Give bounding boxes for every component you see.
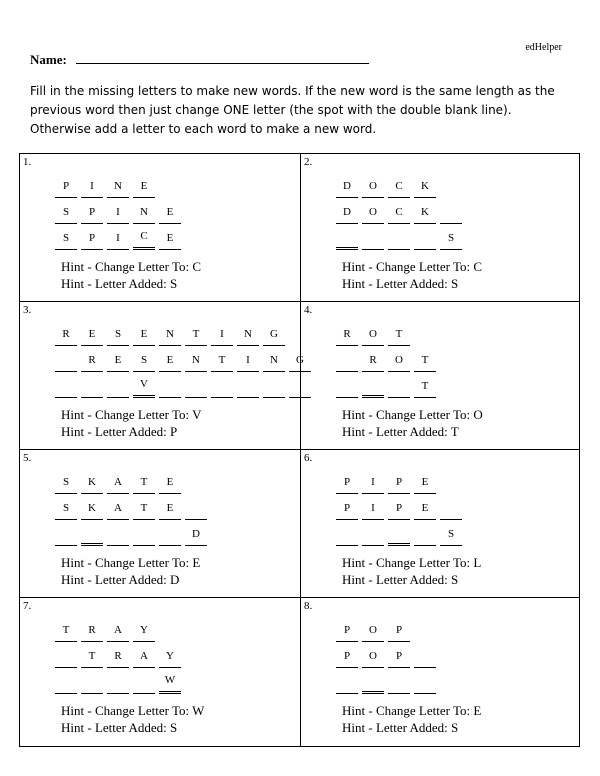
word-row bbox=[55, 172, 185, 198]
letter-blank[interactable] bbox=[336, 525, 358, 546]
letter-blank: T bbox=[414, 351, 436, 372]
letter-blank-double: C bbox=[133, 227, 155, 250]
letter-blank: I bbox=[81, 177, 103, 198]
letter-blank: E bbox=[159, 473, 181, 494]
hints bbox=[342, 554, 481, 588]
word-row bbox=[336, 468, 466, 494]
letter-blank-double: W bbox=[159, 671, 181, 694]
letter-blank: G bbox=[263, 325, 285, 346]
letter-blank[interactable] bbox=[133, 525, 155, 546]
letter-blank: S bbox=[55, 229, 77, 250]
hint-letter-added: Hint - Letter Added: S bbox=[61, 276, 178, 291]
letter-blank: I bbox=[362, 473, 384, 494]
letter-blank: S bbox=[440, 525, 462, 546]
hint-change-letter: Hint - Change Letter To: L bbox=[342, 555, 482, 570]
name-input-line[interactable] bbox=[76, 63, 369, 64]
letter-blank: I bbox=[362, 499, 384, 520]
letter-blank[interactable] bbox=[414, 673, 436, 694]
letter-blank: N bbox=[159, 325, 181, 346]
problem-cell bbox=[301, 450, 579, 598]
letter-blank-double[interactable] bbox=[81, 523, 103, 546]
word-rows bbox=[55, 172, 185, 250]
problem-number: 7. bbox=[23, 600, 32, 612]
hint-letter-added: Hint - Letter Added: S bbox=[61, 720, 178, 735]
word-row bbox=[55, 494, 211, 520]
letter-blank: D bbox=[336, 203, 358, 224]
letter-blank[interactable] bbox=[159, 525, 181, 546]
word-row bbox=[336, 616, 440, 642]
hints bbox=[342, 702, 481, 736]
letter-blank: I bbox=[107, 203, 129, 224]
letter-blank[interactable] bbox=[81, 673, 103, 694]
letter-blank: S bbox=[55, 203, 77, 224]
letter-blank: E bbox=[107, 351, 129, 372]
letter-blank: E bbox=[159, 499, 181, 520]
word-row bbox=[336, 320, 440, 346]
problem-cell bbox=[20, 154, 301, 302]
letter-blank: P bbox=[336, 499, 358, 520]
letter-blank: K bbox=[414, 177, 436, 198]
letter-blank[interactable] bbox=[107, 377, 129, 398]
letter-blank: T bbox=[55, 621, 77, 642]
word-row bbox=[55, 468, 211, 494]
letter-blank: O bbox=[362, 647, 384, 668]
letter-blank[interactable] bbox=[388, 229, 410, 250]
letter-blank: N bbox=[263, 351, 285, 372]
hint-change-letter: Hint - Change Letter To: E bbox=[342, 703, 482, 718]
hints bbox=[61, 258, 201, 292]
letter-blank: N bbox=[133, 203, 155, 224]
letter-blank: O bbox=[388, 351, 410, 372]
hints bbox=[61, 406, 202, 440]
hint-change-letter: Hint - Change Letter To: O bbox=[342, 407, 483, 422]
letter-blank: K bbox=[414, 203, 436, 224]
problem-number: 1. bbox=[23, 156, 32, 168]
problem-cell bbox=[20, 598, 301, 746]
letter-blank: T bbox=[414, 377, 436, 398]
letter-blank: S bbox=[55, 473, 77, 494]
hints bbox=[61, 702, 204, 736]
letter-blank: P bbox=[388, 499, 410, 520]
hint-change-letter: Hint - Change Letter To: C bbox=[61, 259, 202, 274]
name-label: Name: bbox=[30, 52, 67, 67]
letter-blank: T bbox=[133, 499, 155, 520]
problem-number: 8. bbox=[304, 600, 313, 612]
letter-blank: E bbox=[133, 325, 155, 346]
letter-blank[interactable] bbox=[388, 673, 410, 694]
word-rows bbox=[336, 172, 466, 250]
letter-blank: R bbox=[55, 325, 77, 346]
letter-blank: O bbox=[362, 325, 384, 346]
hints bbox=[342, 258, 482, 292]
letter-blank-double[interactable] bbox=[362, 375, 384, 398]
problem-number: 2. bbox=[304, 156, 313, 168]
letter-blank: A bbox=[133, 647, 155, 668]
letter-blank: G bbox=[289, 351, 311, 372]
letter-blank: N bbox=[185, 351, 207, 372]
letter-blank: E bbox=[414, 499, 436, 520]
letter-blank: K bbox=[81, 473, 103, 494]
word-row bbox=[55, 520, 211, 546]
hint-change-letter: Hint - Change Letter To: V bbox=[61, 407, 202, 422]
problem-cell bbox=[301, 154, 579, 302]
word-rows bbox=[55, 320, 315, 398]
letter-blank: E bbox=[414, 473, 436, 494]
word-row bbox=[55, 372, 315, 398]
letter-blank: P bbox=[388, 621, 410, 642]
hint-change-letter: Hint - Change Letter To: W bbox=[61, 703, 205, 718]
letter-blank[interactable] bbox=[159, 377, 181, 398]
letter-blank: P bbox=[388, 473, 410, 494]
hint-letter-added: Hint - Letter Added: D bbox=[61, 572, 180, 587]
letter-blank: O bbox=[362, 203, 384, 224]
letter-blank: S bbox=[107, 325, 129, 346]
word-row bbox=[336, 520, 466, 546]
letter-blank: A bbox=[107, 621, 129, 642]
hint-letter-added: Hint - Letter Added: P bbox=[61, 424, 178, 439]
letter-blank: Y bbox=[133, 621, 155, 642]
word-row bbox=[336, 372, 440, 398]
letter-blank[interactable] bbox=[414, 647, 436, 668]
instructions: Fill in the missing letters to make new words. If the new word is the same length as the previous word then just change ONE letter (the spot with the double blank line). Otherwise add a letter to each word to make a new word. bbox=[30, 84, 555, 136]
letter-blank[interactable] bbox=[237, 377, 259, 398]
hint-letter-added: Hint - Letter Added: T bbox=[342, 424, 459, 439]
word-row bbox=[55, 668, 185, 694]
word-row bbox=[336, 668, 440, 694]
letter-blank: O bbox=[362, 177, 384, 198]
word-ladder-grid bbox=[19, 153, 580, 747]
brand-label: edHelper bbox=[525, 42, 562, 53]
letter-blank[interactable] bbox=[263, 377, 285, 398]
letter-blank: P bbox=[336, 647, 358, 668]
problem-cell bbox=[20, 450, 301, 598]
letter-blank[interactable] bbox=[388, 377, 410, 398]
hint-letter-added: Hint - Letter Added: S bbox=[342, 572, 459, 587]
letter-blank: R bbox=[81, 621, 103, 642]
letter-blank: I bbox=[107, 229, 129, 250]
word-rows bbox=[336, 468, 466, 546]
letter-blank: A bbox=[107, 473, 129, 494]
letter-blank: O bbox=[362, 621, 384, 642]
problem-cell bbox=[20, 302, 304, 450]
word-row bbox=[55, 642, 185, 668]
letter-blank[interactable] bbox=[81, 377, 103, 398]
hints bbox=[342, 406, 483, 440]
letter-blank-double[interactable] bbox=[388, 523, 410, 546]
word-row bbox=[55, 346, 315, 372]
letter-blank: E bbox=[159, 229, 181, 250]
letter-blank[interactable] bbox=[414, 525, 436, 546]
letter-blank: P bbox=[81, 229, 103, 250]
letter-blank[interactable] bbox=[185, 499, 207, 520]
letter-blank[interactable] bbox=[336, 351, 358, 372]
letter-blank[interactable] bbox=[55, 525, 77, 546]
letter-blank[interactable] bbox=[185, 377, 207, 398]
letter-blank: S bbox=[440, 229, 462, 250]
letter-blank[interactable] bbox=[440, 203, 462, 224]
letter-blank[interactable] bbox=[55, 377, 77, 398]
hints bbox=[61, 554, 200, 588]
letter-blank: E bbox=[133, 177, 155, 198]
word-rows bbox=[55, 468, 211, 546]
word-rows bbox=[55, 616, 185, 694]
letter-blank: E bbox=[159, 351, 181, 372]
problem-number: 4. bbox=[304, 304, 313, 316]
letter-blank: A bbox=[107, 499, 129, 520]
word-row bbox=[336, 346, 440, 372]
word-row bbox=[336, 224, 466, 250]
letter-blank: T bbox=[81, 647, 103, 668]
letter-blank[interactable] bbox=[107, 673, 129, 694]
hint-change-letter: Hint - Change Letter To: C bbox=[342, 259, 483, 274]
letter-blank: E bbox=[159, 203, 181, 224]
letter-blank[interactable] bbox=[440, 499, 462, 520]
problem-cell bbox=[301, 302, 579, 450]
letter-blank: T bbox=[211, 351, 233, 372]
problem-cell bbox=[301, 598, 579, 746]
word-row bbox=[336, 494, 466, 520]
letter-blank: T bbox=[133, 473, 155, 494]
letter-blank: D bbox=[185, 525, 207, 546]
letter-blank[interactable] bbox=[336, 377, 358, 398]
problem-number: 3. bbox=[23, 304, 32, 316]
letter-blank: P bbox=[388, 647, 410, 668]
word-rows bbox=[336, 320, 440, 398]
word-rows bbox=[336, 616, 440, 694]
letter-blank: Y bbox=[159, 647, 181, 668]
letter-blank: D bbox=[336, 177, 358, 198]
letter-blank[interactable] bbox=[107, 525, 129, 546]
letter-blank: T bbox=[388, 325, 410, 346]
letter-blank[interactable] bbox=[336, 673, 358, 694]
hint-letter-added: Hint - Letter Added: S bbox=[342, 720, 459, 735]
letter-blank: R bbox=[81, 351, 103, 372]
problem-number: 5. bbox=[23, 452, 32, 464]
letter-blank-double[interactable] bbox=[336, 227, 358, 250]
letter-blank[interactable] bbox=[211, 377, 233, 398]
letter-blank-double[interactable] bbox=[362, 671, 384, 694]
letter-blank: K bbox=[81, 499, 103, 520]
letter-blank[interactable] bbox=[55, 673, 77, 694]
word-row bbox=[55, 224, 185, 250]
word-row bbox=[336, 642, 440, 668]
letter-blank-double: V bbox=[133, 375, 155, 398]
letter-blank: I bbox=[237, 351, 259, 372]
letter-blank: I bbox=[211, 325, 233, 346]
letter-blank[interactable] bbox=[362, 229, 384, 250]
word-row bbox=[55, 616, 185, 642]
hint-change-letter: Hint - Change Letter To: E bbox=[61, 555, 201, 570]
letter-blank: C bbox=[388, 177, 410, 198]
letter-blank[interactable] bbox=[133, 673, 155, 694]
word-row bbox=[55, 198, 185, 224]
letter-blank: E bbox=[81, 325, 103, 346]
word-row bbox=[55, 320, 315, 346]
letter-blank: R bbox=[107, 647, 129, 668]
problem-number: 6. bbox=[304, 452, 313, 464]
hint-letter-added: Hint - Letter Added: S bbox=[342, 276, 459, 291]
letter-blank: P bbox=[81, 203, 103, 224]
letter-blank: P bbox=[55, 177, 77, 198]
letter-blank: T bbox=[185, 325, 207, 346]
letter-blank: N bbox=[237, 325, 259, 346]
letter-blank: S bbox=[133, 351, 155, 372]
letter-blank: N bbox=[107, 177, 129, 198]
letter-blank: P bbox=[336, 621, 358, 642]
letter-blank[interactable] bbox=[362, 525, 384, 546]
letter-blank: R bbox=[362, 351, 384, 372]
letter-blank[interactable] bbox=[55, 647, 77, 668]
letter-blank: P bbox=[336, 473, 358, 494]
letter-blank[interactable] bbox=[55, 351, 77, 372]
letter-blank: R bbox=[336, 325, 358, 346]
letter-blank: S bbox=[55, 499, 77, 520]
letter-blank[interactable] bbox=[414, 229, 436, 250]
word-row bbox=[336, 172, 466, 198]
letter-blank: C bbox=[388, 203, 410, 224]
word-row bbox=[336, 198, 466, 224]
